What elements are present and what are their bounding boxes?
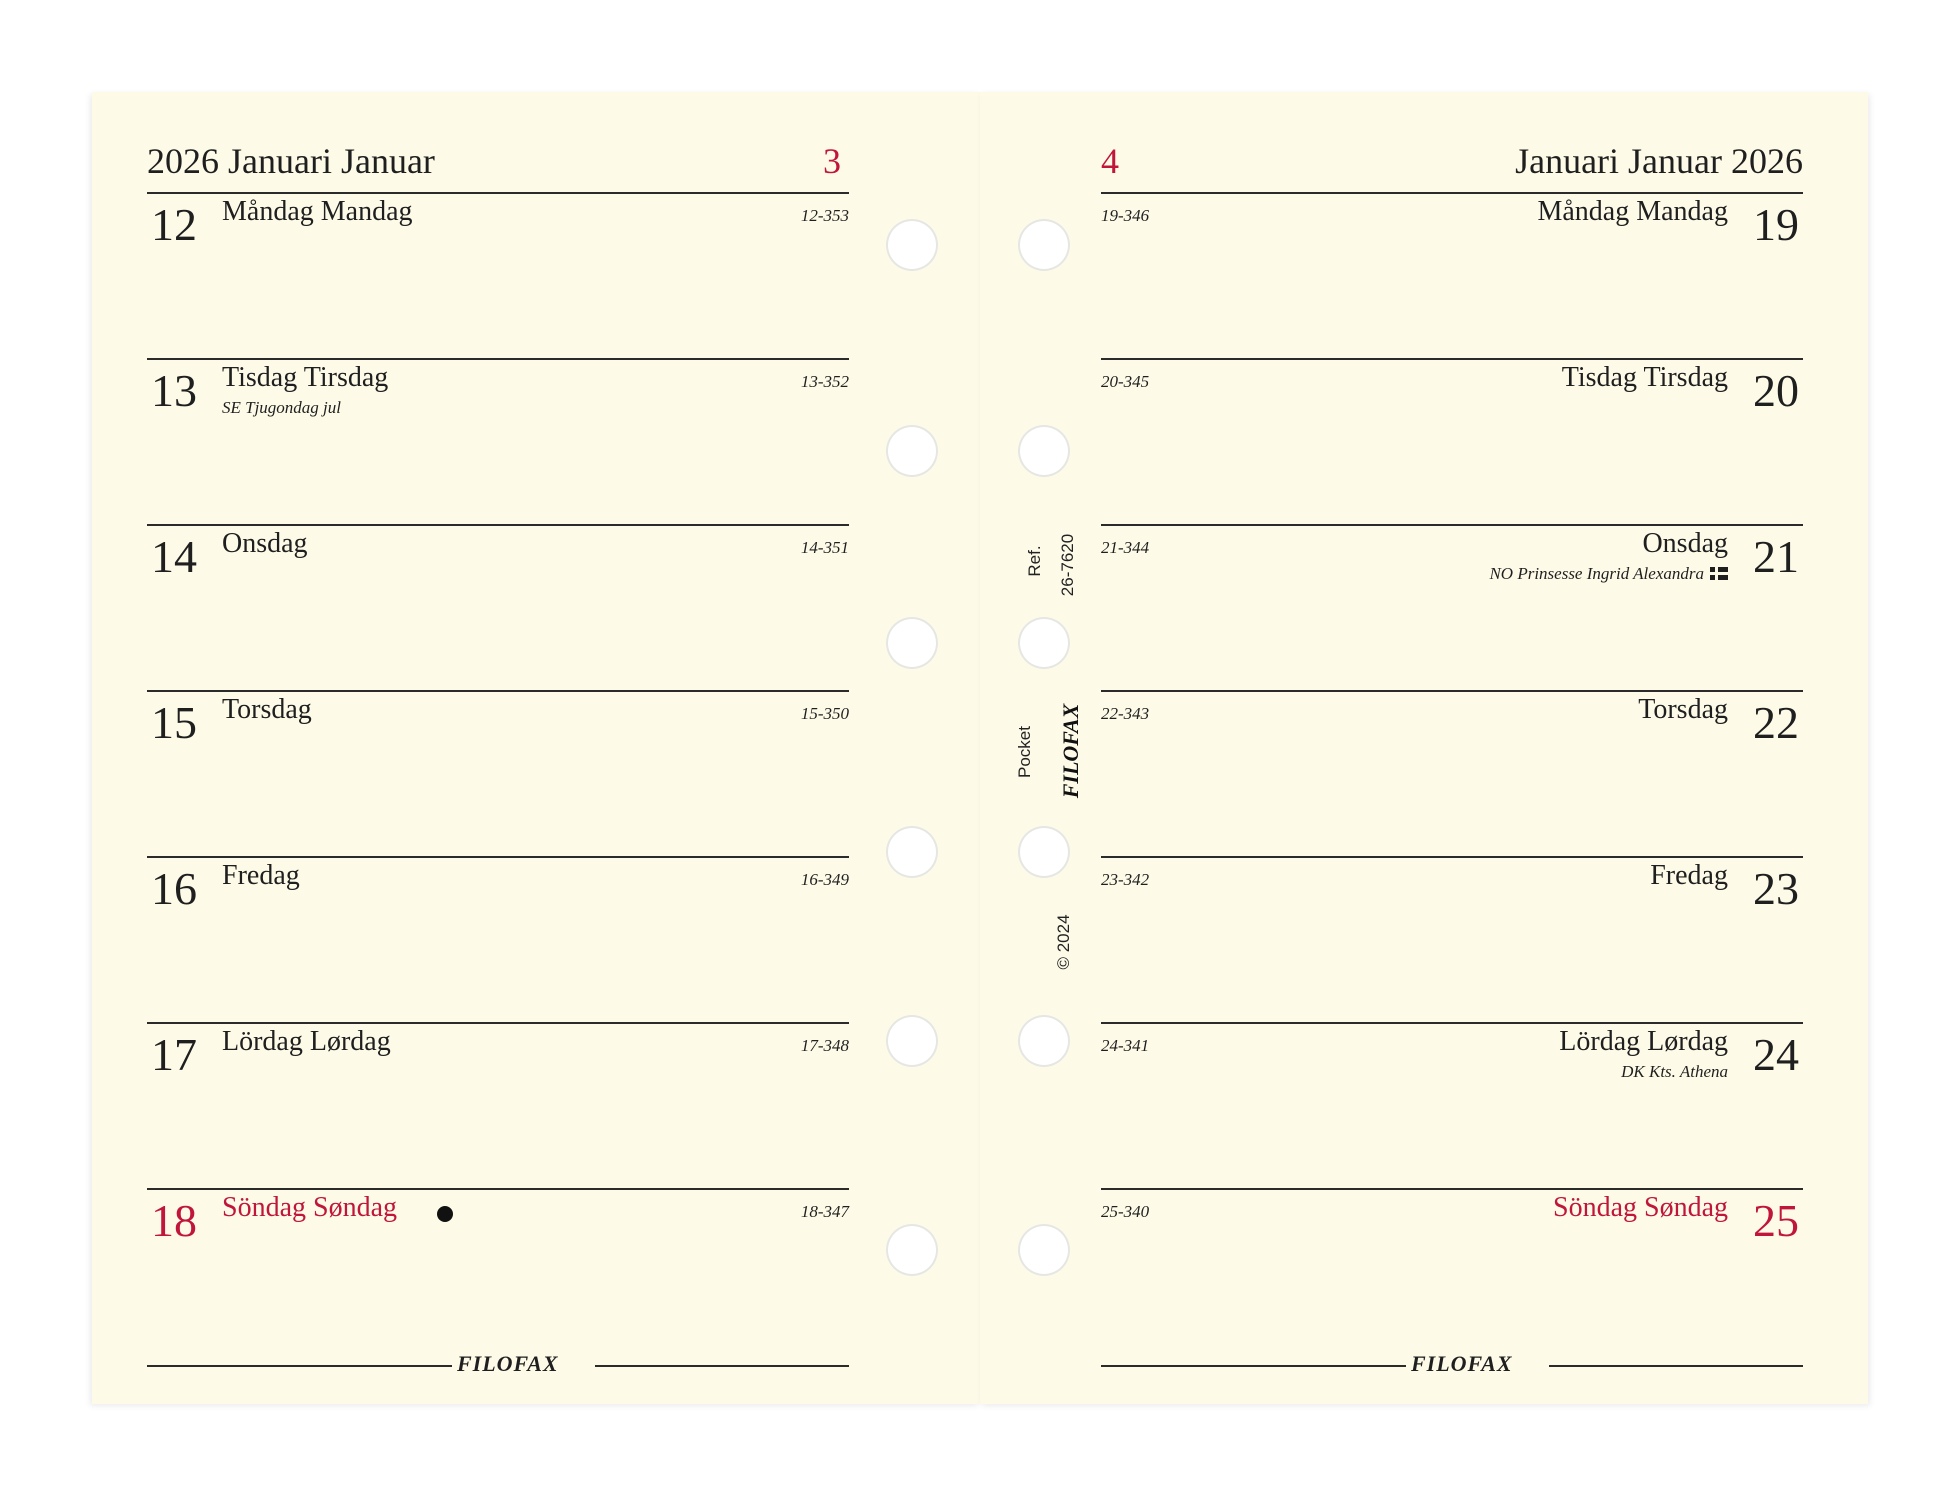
day-name: Tisdag Tirsdag (222, 362, 389, 393)
day-code: 21-344 (1101, 538, 1150, 557)
binder-hole (886, 1015, 938, 1067)
day-number: 14 (151, 531, 197, 582)
day-cell-17[interactable] (147, 1024, 849, 1190)
day-code: 24-341 (1101, 1036, 1150, 1055)
binder-hole (886, 826, 938, 878)
ref-code: 26-7620 (1058, 533, 1077, 597)
day-name: Torsdag (222, 694, 312, 725)
day-name: Tisdag Tirsdag (1561, 362, 1728, 393)
filofax-spine-logo: FILOFAX (1058, 703, 1083, 799)
day-cell-21[interactable] (1101, 526, 1803, 692)
day-code: 18-347 (800, 1202, 849, 1221)
day-code: 20-345 (1101, 372, 1150, 391)
day-name: Fredag (1650, 860, 1728, 891)
day-name: Måndag Mandag (222, 196, 413, 227)
binder-hole (1018, 826, 1070, 878)
day-code: 22-343 (1101, 704, 1150, 723)
day-cell-14[interactable] (147, 526, 849, 692)
day-code: 23-342 (1101, 870, 1150, 889)
day-code: 16-349 (800, 870, 849, 889)
footer-rule (595, 1365, 849, 1367)
binder-hole (886, 219, 938, 271)
day-name: Onsdag (1642, 528, 1728, 559)
norwegian-flag-icon (1710, 567, 1728, 580)
day-code: 14-351 (800, 538, 849, 557)
binder-hole (1018, 1015, 1070, 1067)
right-page (980, 92, 1868, 1404)
day-name: Lördag Lørdag (1559, 1026, 1728, 1057)
left-page-footer (147, 1353, 849, 1377)
right-week-number: 4 (1101, 141, 1119, 181)
holiday-note (1489, 564, 1728, 584)
new-moon-icon (437, 1206, 453, 1222)
holiday-note: DK Kts. Athena (1621, 1062, 1728, 1081)
footer-rule (147, 1365, 452, 1367)
day-cell-22[interactable] (1101, 692, 1803, 858)
binder-hole (1018, 617, 1070, 669)
right-page-footer (1101, 1353, 1803, 1377)
day-number: 21 (1753, 531, 1799, 582)
day-name: Söndag Søndag (222, 1192, 397, 1223)
day-name: Lördag Lørdag (222, 1026, 391, 1057)
day-number: 17 (151, 1029, 197, 1080)
binder-hole (886, 617, 938, 669)
copyright-text: © 2024 (1054, 914, 1073, 970)
day-number: 13 (151, 365, 197, 416)
filofax-logo: FILOFAX (457, 1351, 559, 1376)
holiday-text: NO Prinsesse Ingrid Alexandra (1489, 564, 1704, 583)
day-name: Torsdag (1638, 694, 1728, 725)
day-code: 17-348 (800, 1036, 849, 1055)
day-code: 19-346 (1101, 206, 1150, 225)
left-page (92, 92, 980, 1404)
day-cell-12[interactable] (147, 194, 849, 360)
right-page-header (1101, 140, 1803, 184)
day-cell-23[interactable] (1101, 858, 1803, 1024)
day-name: Fredag (222, 860, 300, 891)
binder-hole (886, 425, 938, 477)
day-code: 12-353 (800, 206, 849, 225)
filofax-logo: FILOFAX (1411, 1351, 1513, 1376)
day-code: 15-350 (800, 704, 849, 723)
pocket-label: Pocket (1015, 726, 1034, 778)
day-code: 25-340 (1101, 1202, 1150, 1221)
day-number: 23 (1753, 863, 1799, 914)
day-cell-18[interactable] (147, 1190, 849, 1356)
day-number: 12 (151, 199, 197, 250)
day-name: Onsdag (222, 528, 308, 559)
day-number: 20 (1753, 365, 1799, 416)
binder-hole (886, 1224, 938, 1276)
binder-hole (1018, 425, 1070, 477)
day-name: Måndag Mandag (1537, 196, 1728, 227)
day-name: Söndag Søndag (1553, 1192, 1728, 1223)
day-number: 16 (151, 863, 197, 914)
right-page-title: Januari Januar 2026 (1515, 141, 1803, 181)
holiday-note: SE Tjugondag jul (222, 398, 342, 417)
day-cell-24[interactable] (1101, 1024, 1803, 1190)
day-number: 18 (151, 1195, 197, 1246)
day-cell-25[interactable] (1101, 1190, 1803, 1356)
day-code: 13-352 (800, 372, 849, 391)
day-cell-16[interactable] (147, 858, 849, 1024)
day-number: 25 (1753, 1195, 1799, 1246)
day-number: 22 (1753, 697, 1799, 748)
day-cell-20[interactable] (1101, 360, 1803, 526)
binder-hole (1018, 219, 1070, 271)
day-number: 24 (1753, 1029, 1799, 1080)
left-page-header (147, 140, 849, 184)
day-cell-19[interactable] (1101, 194, 1803, 360)
day-cell-15[interactable] (147, 692, 849, 858)
day-number: 19 (1753, 199, 1799, 250)
footer-rule (1549, 1365, 1803, 1367)
day-number: 15 (151, 697, 197, 748)
left-week-number: 3 (823, 141, 841, 181)
day-cell-13[interactable] (147, 360, 849, 526)
ref-label: Ref. (1025, 545, 1044, 577)
footer-rule (1101, 1365, 1406, 1367)
left-page-title: 2026 Januari Januar (147, 141, 435, 181)
binder-hole (1018, 1224, 1070, 1276)
